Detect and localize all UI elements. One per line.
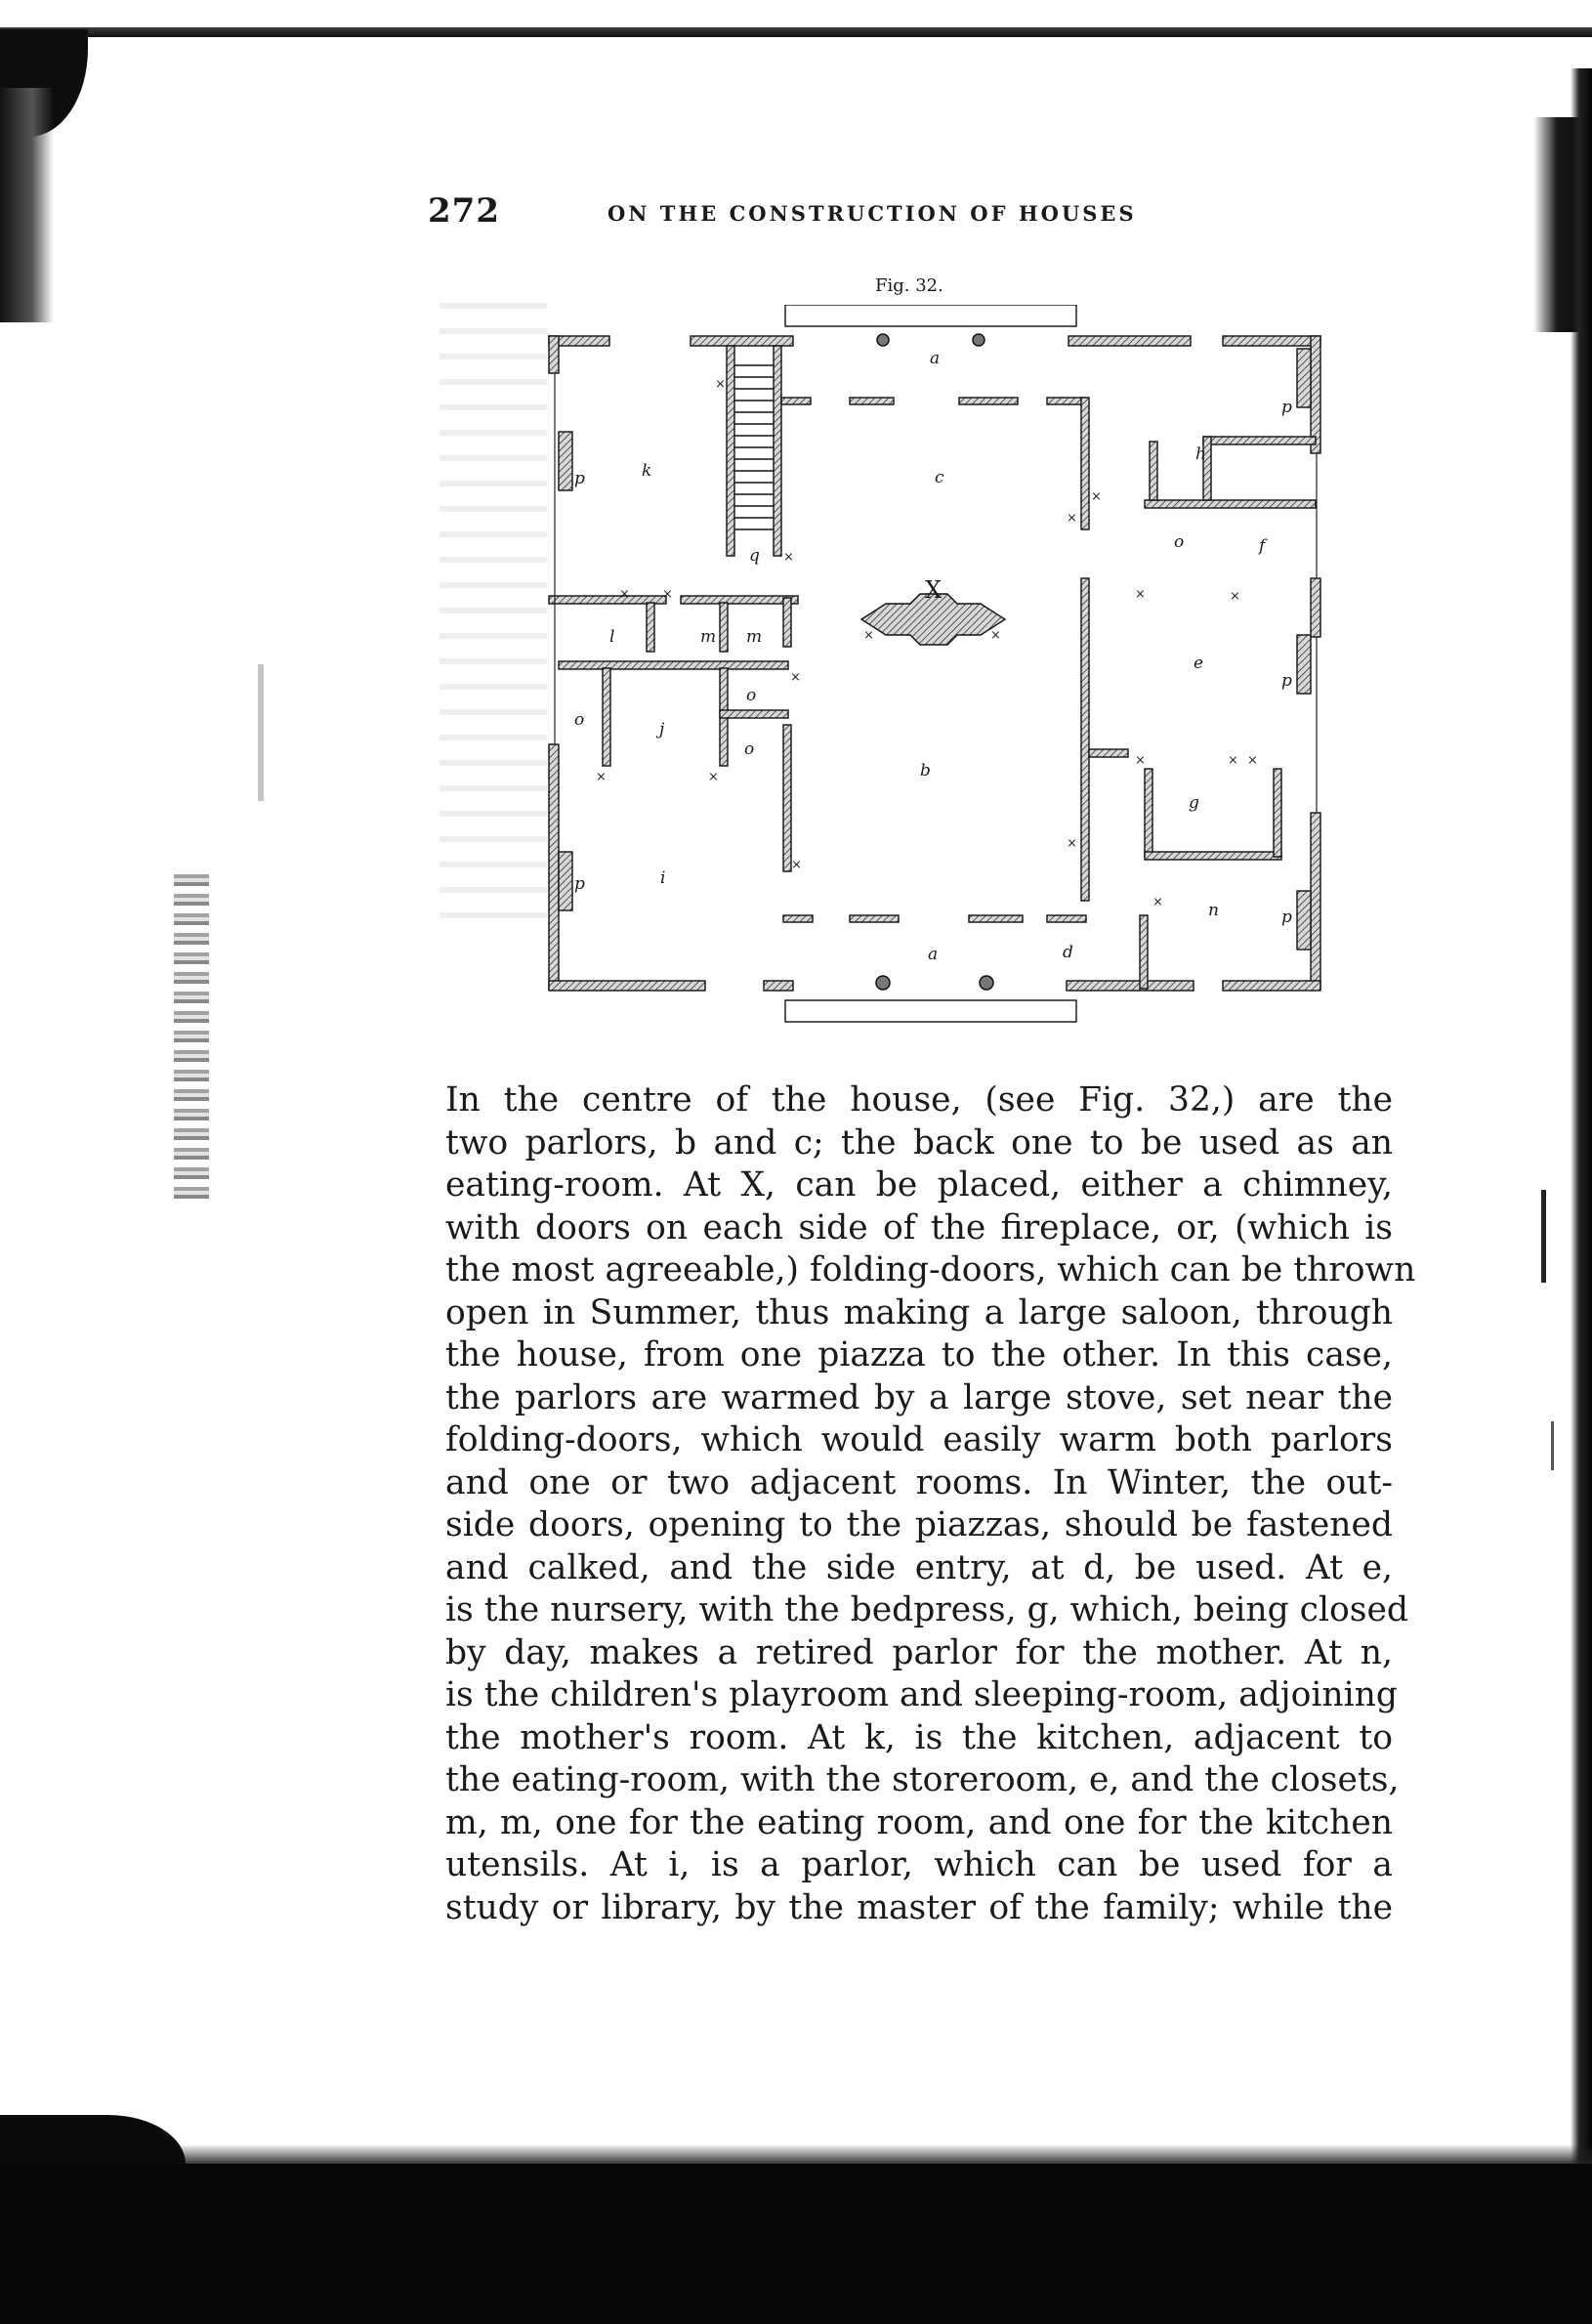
wall-closet-v2 <box>720 603 728 652</box>
wall-e-divider <box>1089 749 1128 757</box>
wall-g-bottom <box>1145 852 1281 860</box>
label-o-east: o <box>1174 532 1185 552</box>
label-m-2: m <box>746 627 763 647</box>
label-d: d <box>1063 943 1073 962</box>
label-n: n <box>1208 901 1219 920</box>
door-mark: × <box>619 587 630 602</box>
wall-b-front <box>783 915 813 922</box>
column <box>980 976 993 990</box>
wall-bottom-mid-left <box>764 981 793 991</box>
wall-c-front-3 <box>959 398 1018 404</box>
text-line: utensils. At i, is a parlor, which can be used for a <box>445 1845 1393 1884</box>
text-line: is the children's playroom and sleeping-room, adjoining <box>445 1675 1398 1714</box>
wall-closet-v <box>647 603 654 652</box>
label-o-2: o <box>574 710 585 730</box>
door-mark: × <box>783 550 794 565</box>
wall-b-front-4 <box>1047 915 1086 922</box>
wall-f-top <box>1203 437 1316 444</box>
label-m-1: m <box>700 627 717 647</box>
wall-right-mid <box>1311 578 1320 637</box>
wall-n-divider <box>1140 915 1148 989</box>
bleed-through-column <box>174 874 209 1202</box>
floor-plan-figure <box>539 305 1325 1033</box>
column <box>877 334 889 346</box>
fireplace-i <box>559 852 572 910</box>
wall-c-front-4 <box>1047 398 1086 404</box>
wall-right-upper <box>1311 336 1320 453</box>
wall-left-lower <box>549 744 559 989</box>
text-line: the mother's room. At k, is the kitchen, adjacent to <box>445 1717 1393 1757</box>
wall-hall-right <box>1081 398 1089 529</box>
text-line: by day, makes a retired parlor for the mother. At n, <box>445 1632 1393 1672</box>
door-mark: × <box>1152 895 1163 909</box>
figure-caption: Fig. 32. <box>875 275 943 296</box>
label-j: j <box>659 720 665 739</box>
text-line: and calked, and the side entry, at d, be used. At e, <box>445 1547 1393 1587</box>
label-p-e: p <box>1281 671 1292 691</box>
door-mark: × <box>596 770 607 784</box>
label-e: e <box>1194 654 1204 673</box>
wall-f-closet <box>1145 500 1316 508</box>
door-mark: × <box>1230 589 1240 604</box>
text-line: the most agreeable,) folding-doors, which can be thrown <box>445 1250 1416 1289</box>
fireplace-h <box>1297 349 1311 407</box>
scan-top-margin <box>0 0 1592 21</box>
door-mark: × <box>1247 753 1258 768</box>
wall-bottom-right <box>1223 981 1320 991</box>
door-mark: × <box>1228 753 1238 768</box>
text-line: m, m, one for the eating room, and one for the kitchen <box>445 1802 1393 1842</box>
door-mark: × <box>715 377 726 392</box>
text-line: and one or two adjacent rooms. In Winter, the out- <box>445 1462 1393 1502</box>
label-p-k: p <box>574 469 585 488</box>
text-line: In the centre of the house, (see Fig. 32,) are the <box>445 1080 1393 1120</box>
door-mark: × <box>1091 489 1102 504</box>
front-piazza <box>785 305 1076 326</box>
fireplace-k <box>559 432 572 490</box>
wall-g-right <box>1274 769 1281 857</box>
door-mark: × <box>1067 511 1077 526</box>
label-h: h <box>1195 444 1206 464</box>
column <box>973 334 985 346</box>
door-mark: × <box>1067 836 1077 851</box>
stair-wall-right <box>774 346 781 556</box>
label-k: k <box>642 461 652 481</box>
wall-left-upper <box>549 336 559 373</box>
text-line: the parlors are warmed by a large stove, set near the <box>445 1377 1393 1417</box>
scan-bottom-edge <box>0 2164 1592 2324</box>
wall-lobby <box>559 661 788 669</box>
column <box>876 976 890 990</box>
wall-bottom-mid-right <box>1067 981 1194 991</box>
label-p-h: p <box>1281 398 1292 417</box>
door-mark: × <box>790 670 801 685</box>
wall-closet <box>681 596 798 604</box>
text-line: is the nursery, with the bedpress, g, which, being closed <box>445 1590 1408 1629</box>
margin-mark <box>1551 1421 1554 1470</box>
wall-b-left <box>783 598 791 647</box>
label-q: q <box>749 546 760 566</box>
door-mark: × <box>791 858 802 872</box>
text-line: the house, from one piazza to the other. In this case, <box>445 1335 1393 1374</box>
door-mark: × <box>662 587 673 602</box>
wall-b-left-2 <box>783 725 791 871</box>
wall-b-front-2 <box>850 915 899 922</box>
wall-b-front-3 <box>969 915 1023 922</box>
running-head: ON THE CONSTRUCTION OF HOUSES <box>607 201 1137 226</box>
scan-right-edge <box>1571 68 1592 2188</box>
label-a-front: a <box>930 349 941 368</box>
stair-wall-left <box>727 346 734 556</box>
fireplace-n <box>1297 891 1311 950</box>
wall-top-mid-right <box>1068 336 1191 346</box>
wall-o-block <box>720 710 788 718</box>
fireplace-e <box>1297 635 1311 694</box>
text-line: with doors on each side of the fireplace, or, (which is <box>445 1207 1393 1247</box>
scan-left-edge <box>0 88 54 322</box>
text-line: two parlors, b and c; the back one to be used as an <box>445 1122 1393 1162</box>
back-piazza <box>785 1000 1076 1022</box>
text-line: eating-room. At X, can be placed, either a chimney, <box>445 1165 1393 1204</box>
wall-j-left <box>603 668 610 766</box>
page-number: 272 <box>428 191 500 231</box>
text-line: open in Summer, thus making a large saloon, through <box>445 1292 1393 1332</box>
label-f: f <box>1259 536 1266 556</box>
text-line: side doors, opening to the piazzas, should be fastened <box>445 1505 1393 1544</box>
text-line: the eating-room, with the storeroom, e, and the closets, <box>445 1760 1400 1799</box>
label-i: i <box>660 868 666 888</box>
bleed-through-text <box>440 303 547 928</box>
label-p-n: p <box>1281 908 1292 927</box>
label-g: g <box>1189 793 1199 813</box>
door-mark: × <box>708 770 719 784</box>
label-b: b <box>920 761 931 781</box>
label-chimney-x: X <box>925 576 943 604</box>
text-line: study or library, by the master of the family; while the <box>445 1887 1393 1927</box>
wall-g-press <box>1145 769 1152 857</box>
scan-top-edge <box>0 27 1592 37</box>
wall-c-front <box>781 398 811 404</box>
text-line: folding-doors, which would easily warm both parlors <box>445 1420 1393 1459</box>
body-text <box>445 1079 1416 1929</box>
door-mark: × <box>1135 587 1146 602</box>
label-o-3: o <box>744 739 755 759</box>
margin-mark <box>1541 1190 1546 1283</box>
wall-top-right <box>1223 336 1320 346</box>
wall-bottom-left <box>549 981 705 991</box>
door-mark: × <box>1135 753 1146 768</box>
wall-east-corridor <box>1081 578 1089 901</box>
label-l: l <box>609 627 615 647</box>
wall-o-left <box>1150 442 1157 500</box>
label-o-1: o <box>746 686 757 705</box>
label-p-i: p <box>574 874 585 894</box>
label-a-back: a <box>928 945 939 964</box>
wall-top-mid-left <box>691 336 793 346</box>
wall-right-lower <box>1311 813 1320 989</box>
door-mark: × <box>990 628 1001 643</box>
door-mark: × <box>863 628 874 643</box>
bleed-through-mark <box>258 664 264 801</box>
wall-c-front-2 <box>850 398 894 404</box>
scan-bottom-fade <box>0 2144 1592 2166</box>
label-c: c <box>935 468 944 487</box>
